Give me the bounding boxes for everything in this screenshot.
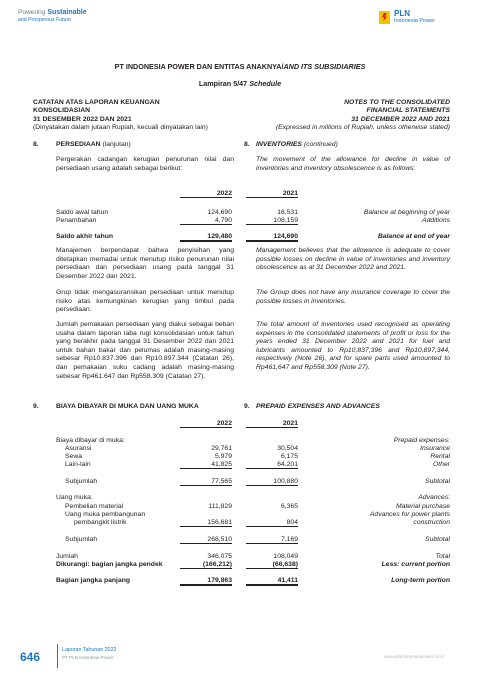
prepaid-heading: Biaya dibayar di muka: xyxy=(56,437,125,444)
footer-url[interactable]: www.plnindonesiapower.co.id xyxy=(384,654,445,659)
company-title: PT INDONESIA POWER DAN ENTITAS ANAKNYA/AND ITS SUBSIDIARIES xyxy=(114,62,366,71)
row-value-2022: 156,681 xyxy=(180,519,232,527)
row-value-2021: 6,175 xyxy=(280,453,298,460)
advances-heading-en: Advances: xyxy=(418,494,450,501)
section-8-number: 8. xyxy=(33,141,39,148)
footer-report: Laporan Tahunan 2022 xyxy=(62,647,117,653)
row-value-2022: 41,825 xyxy=(180,461,232,469)
row-label: Penambahan xyxy=(56,217,97,224)
subtotal-value-2021: 100,880 xyxy=(246,478,298,486)
current-portion-2022: (166,212) xyxy=(180,561,232,569)
row-label-en: Advances for power plants xyxy=(369,511,450,518)
total-value-2021: 124,690 xyxy=(246,233,298,242)
section-8-para-3: Jumlah pemakaian persediaan yang diakui sebagai beban usaha dalam laporan laba rugi konsolidasian untuk tahun yang berakhir pada tanggal 31 Desember 2022 dan 2021 untuk bahan bakar dan pelumas adalah masing-masing sebesar Rp10.837.396 dan Rp10.897.344 (Catatan 26), dan pemakaian suku cadang adalah masing-masing sebesar Rp461.647 dan Rp558.309 (Catatan 27). xyxy=(56,321,234,380)
col-2021: 2021 xyxy=(246,420,298,428)
section-8-title: PERSEDIAAN (lanjutan) xyxy=(56,141,131,148)
row-value-2021: 30,504 xyxy=(277,445,298,452)
total-label-en: Total xyxy=(435,553,450,560)
row-label: Asuransi xyxy=(65,445,92,452)
current-portion-2021: (66,638) xyxy=(246,561,298,569)
logo-title: PLN xyxy=(394,9,410,18)
total-value-2021: 108,049 xyxy=(273,553,298,560)
logo-subtitle: Indonesia Power xyxy=(394,18,435,24)
subtotal-value-2022: 268,510 xyxy=(180,536,232,544)
section-8-number-en: 8. xyxy=(244,141,250,148)
row-value-2021: 64,201 xyxy=(246,461,298,469)
section-8-para-2-en: The Group does not have any insurance coverage to cover the possible losses in inventories. xyxy=(256,289,450,305)
row-label-en: Rental xyxy=(430,453,450,460)
total-label: Jumlah xyxy=(56,553,78,560)
row-value-2022: 4,790 xyxy=(180,217,232,225)
section-8-para-1: Manajemen berpendapat bahwa penyisihan yang ditetapkan memadai untuk menutup risiko penurunan nilai persediaan dan persediaan usang pada tanggal 31 Desember 2022 dan 2021. xyxy=(56,247,234,280)
row-value-2022: 29,761 xyxy=(211,445,232,452)
row-label-cont: pembangkit listrik xyxy=(74,519,127,526)
col-2022: 2022 xyxy=(180,190,232,198)
row-label-en: Balance at beginning of year xyxy=(363,209,450,216)
section-8-title-en: INVENTORIES (continued) xyxy=(256,141,338,148)
row-label-en-cont: construction xyxy=(413,519,450,526)
section-9-number-en: 9. xyxy=(244,403,250,410)
prepaid-heading-en: Prepaid expenses: xyxy=(393,437,450,444)
left-heading: CATATAN ATAS LAPORAN KEUANGAN KONSOLIDASIAN 31 DESEMBER 2022 DAN 2021 xyxy=(33,99,160,123)
left-heading-note: (Dinyatakan dalam jutaan Rupiah, kecuali dinyatakan lain) xyxy=(33,124,208,131)
section-8-intro: Pergerakan cadangan kerugian penurunan nilai dan persediaan usang adalah sebagai berikut: xyxy=(56,156,234,172)
schedule-title: Lampiran 5/47 Schedule xyxy=(198,79,282,88)
subtotal-label: Subjumlah xyxy=(65,536,98,543)
long-term-label: Bagian jangka panjang xyxy=(56,577,131,584)
row-label: Sewa xyxy=(65,453,83,460)
row-value-2022: 111,829 xyxy=(208,503,232,510)
subtotal-label-en: Subtotal xyxy=(425,478,450,485)
col-2022: 2022 xyxy=(180,420,232,428)
row-label-en: Insurance xyxy=(420,445,450,452)
section-8-intro-en: The movement of the allowance for decline in value of inventories and inventory obsolescence is as follows: xyxy=(256,156,450,172)
total-value-2022: 129,480 xyxy=(180,233,232,242)
right-heading-note: (Expressed in millions of Rupiah, unless otherwise stated) xyxy=(275,124,450,131)
right-heading: NOTES TO THE CONSOLIDATED FINANCIAL STATEMENTS 31 DECEMBER 2022 AND 2021 xyxy=(344,99,450,123)
current-portion-label-en: Less: current portion xyxy=(381,561,450,568)
total-value-2022: 346,075 xyxy=(207,553,232,560)
total-label: Saldo akhir tahun xyxy=(56,233,114,240)
col-2021: 2021 xyxy=(246,190,298,198)
row-value-2021: 6,365 xyxy=(280,503,298,510)
subtotal-label-en: Subtotal xyxy=(425,536,450,543)
subtotal-value-2021: 7,169 xyxy=(246,536,298,544)
row-value-2021: 804 xyxy=(246,519,298,527)
long-term-2022: 179,863 xyxy=(180,577,232,586)
long-term-label-en: Long-term portion xyxy=(391,577,450,584)
section-9-title: BIAYA DIBAYAR DI MUKA DAN UANG MUKA xyxy=(56,403,199,410)
footer-divider xyxy=(57,644,58,668)
row-label-en: Material purchase xyxy=(395,503,450,510)
row-label: Pembelian material xyxy=(65,503,124,510)
current-portion-label: Dikurangi: bagian jangka pendek xyxy=(56,561,163,568)
page-number: 646 xyxy=(20,650,41,664)
row-value-2021: 16,531 xyxy=(277,209,298,216)
row-label: Lain-lain xyxy=(65,461,91,468)
row-label-en: Other xyxy=(433,461,450,468)
long-term-2021: 41,411 xyxy=(246,577,298,586)
row-value-2022: 5,979 xyxy=(214,453,232,460)
pln-logo-icon xyxy=(379,11,390,24)
row-label: Uang muka pembangunan xyxy=(65,511,146,518)
section-8-para-2: Grup tidak mengasuransikan persediaan untuk menutup risiko atas kemungkinan kerugian yang timbul pada persediaan. xyxy=(56,289,234,314)
footer-company: PT PLN Indonesia Power xyxy=(62,655,114,660)
section-8-para-3-en: The total amount of inventories used recognised as operating expenses in the consolidated statements of profit or loss for the years ended 31 December 2022 and 2021 for fuel and lubricants amounted to Rp10,837,396 and Rp10,897,344, respectively (Note 26), and for spare parts used amounted to Rp461,647 and Rp558,309 (Note 27). xyxy=(256,321,450,371)
total-label-en: Balance at end of year xyxy=(377,233,450,240)
pln-logo xyxy=(379,10,435,24)
row-value-2022: 124,690 xyxy=(207,209,232,216)
advances-heading: Uang muka: xyxy=(56,494,93,501)
section-8-para-1-en: Management believes that the allowance is adequate to cover possible losses on decline in value of inventories and inventory obsolescence as at 31 December 2022 and 2021. xyxy=(256,247,450,272)
subtotal-value-2022: 77,565 xyxy=(180,478,232,486)
brand-tagline: Powering Sustainable xyxy=(18,9,87,16)
row-label: Saldo awal tahun xyxy=(56,209,109,216)
section-9-title-en: PREPAID EXPENSES AND ADVANCES xyxy=(256,403,380,410)
section-9-number: 9. xyxy=(33,403,39,410)
row-value-2021: 108,159 xyxy=(246,217,298,225)
subtotal-label: Subjumlah xyxy=(65,478,98,485)
row-label-en: Additions xyxy=(422,217,450,224)
brand-tagline-sub: and Prosperous Future xyxy=(18,17,72,23)
